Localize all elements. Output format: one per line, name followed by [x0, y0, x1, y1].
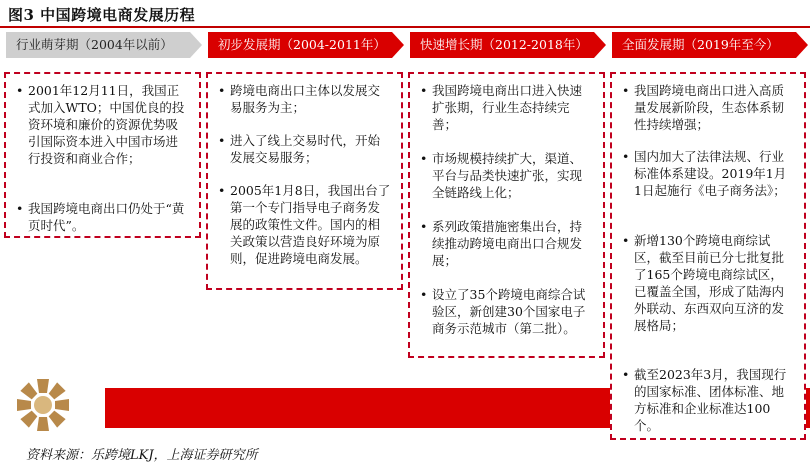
- figure-title: 图3 中国跨境电商发展历程: [8, 6, 196, 24]
- stage-label-rapid: 快速增长期（2012-2018年）: [420, 37, 588, 52]
- bullet-dot-icon: •: [622, 233, 630, 248]
- stage-box-initial: [206, 72, 403, 290]
- stage-header-rapid: [410, 32, 606, 58]
- bullet-dot-icon: •: [622, 367, 630, 382]
- bullet-dot-icon: •: [420, 219, 428, 234]
- stage-box-sprout: [4, 72, 201, 238]
- bullet-dot-icon: •: [218, 133, 226, 148]
- list-item: • 新增130个跨境电商综试区，截至目前已分七批复批了165个跨境电商综试区，已覆盖全国，形成了陆海内外联动、东西双向互济的发展格局；: [622, 233, 785, 333]
- list-item: • 国内加大了法律法规、行业标准体系建设。2019年1月1日起施行《电子商务法》；: [622, 149, 787, 198]
- bullet-dot-icon: •: [622, 149, 630, 164]
- bullet-dot-icon: •: [420, 83, 428, 98]
- list-item: • 系列政策措施密集出台，持续推动跨境电商出口合规发展；: [420, 219, 583, 268]
- source-note: 资料来源：乐跨境LKJ，上海证券研究所: [26, 448, 258, 463]
- company-logo-icon: [16, 378, 70, 432]
- list-item: • 进入了线上交易时代，开始发展交易服务；: [218, 133, 381, 165]
- bullet-dot-icon: •: [16, 83, 24, 98]
- list-item: • 设立了35个跨境电商综合试验区，新创建30个国家电子商务示范城市（第二批）。: [420, 287, 586, 336]
- title-rule: [0, 26, 810, 28]
- stage-label-initial: 初步发展期（2004-2011年）: [218, 37, 386, 52]
- stage-header-sprout: [6, 32, 202, 58]
- list-item: • 我国跨境电商出口仍处于“黄页时代”。: [16, 201, 185, 233]
- stage-box-full: [610, 72, 806, 440]
- bullet-dot-icon: •: [420, 287, 428, 302]
- list-item: • 截至2023年3月，我国现行的国家标准、团体标准、地方标准和企业标准达100个。: [622, 367, 787, 433]
- bullet-dot-icon: •: [16, 201, 24, 216]
- list-item: • 2001年12月11日，我国正式加入WTO；中国优良的投资环境和廉价的资源优势吸引国际资本进入中国市场进行投资和商业合作；: [16, 83, 185, 166]
- stage-label-sprout: 行业萌芽期（2004年以前）: [16, 37, 173, 52]
- bullet-dot-icon: •: [622, 83, 630, 98]
- list-item: • 市场规模持续扩大，渠道、平台与品类快速扩张，实现全链路线上化；: [420, 151, 583, 200]
- bullet-dot-icon: •: [218, 83, 226, 98]
- list-item: • 跨境电商出口主体以发展交易服务为主；: [218, 83, 381, 115]
- list-item: • 我国跨境电商出口进入高质量发展新阶段，生态体系韧性持续增强；: [622, 83, 785, 132]
- stage-header-initial: [208, 32, 404, 58]
- stage-header-full: [612, 32, 808, 58]
- list-item: • 我国跨境电商出口进入快速扩张期，行业生态持续完善；: [420, 83, 583, 132]
- stage-box-rapid: [408, 72, 605, 358]
- bullet-dot-icon: •: [420, 151, 428, 166]
- list-item: • 2005年1月8日，我国出台了第一个专门指导电子商务发展的政策性文件。国内的相关政策以营造良好环境为原则，促进跨境电商发展。: [218, 183, 391, 266]
- bullet-dot-icon: •: [218, 183, 226, 198]
- stage-label-full: 全面发展期（2019年至今）: [622, 37, 779, 52]
